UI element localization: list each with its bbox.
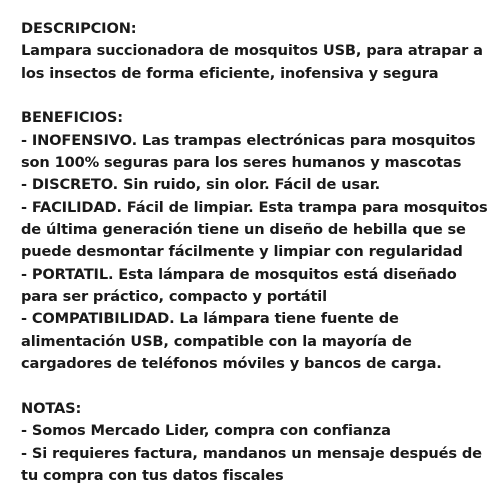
descripcion-line: los insectos de forma eficiente, inofensiva y segura [21, 64, 439, 82]
beneficio-line: - COMPATIBILIDAD. La lámpara tiene fuente de [21, 310, 399, 328]
notas-heading: NOTAS: [21, 399, 82, 417]
beneficio-line: puede desmontar fácilmente y limpiar con regularidad [21, 243, 463, 261]
beneficio-line: - INOFENSIVO. Las trampas electrónicas para mosquitos [21, 131, 476, 149]
beneficio-line: para ser práctico, compacto y portátil [21, 288, 327, 306]
nota-line: - Si requieres factura, mandanos un mensaje después de [21, 444, 482, 462]
beneficio-line: - FACILIDAD. Fácil de limpiar. Esta trampa para mosquitos [21, 198, 488, 216]
product-description-document [21, 18, 491, 487]
beneficio-line: - PORTATIL. Esta lámpara de mosquitos está diseñado [21, 265, 457, 283]
beneficio-line: cargadores de teléfonos móviles y bancos de carga. [21, 355, 442, 373]
nota-line: - Somos Mercado Lider, compra con confianza [21, 422, 391, 440]
beneficio-line: alimentación USB, compatible con la mayoría de [21, 332, 412, 350]
descripcion-heading: DESCRIPCION: [21, 20, 137, 37]
nota-line: tu compra con tus datos fiscales [21, 466, 284, 484]
section-spacer [21, 376, 491, 398]
section-spacer [21, 85, 491, 107]
descripcion-line: Lampara succionadora de mosquitos USB, para atrapar a [21, 42, 483, 60]
beneficio-line: son 100% seguras para los seres humanos y mascotas [21, 154, 462, 172]
beneficio-line: - DISCRETO. Sin ruido, sin olor. Fácil de usar. [21, 176, 381, 194]
beneficios-heading: BENEFICIOS: [21, 109, 123, 127]
beneficio-line: de última generación tiene un diseño de hebilla que se [21, 221, 466, 239]
